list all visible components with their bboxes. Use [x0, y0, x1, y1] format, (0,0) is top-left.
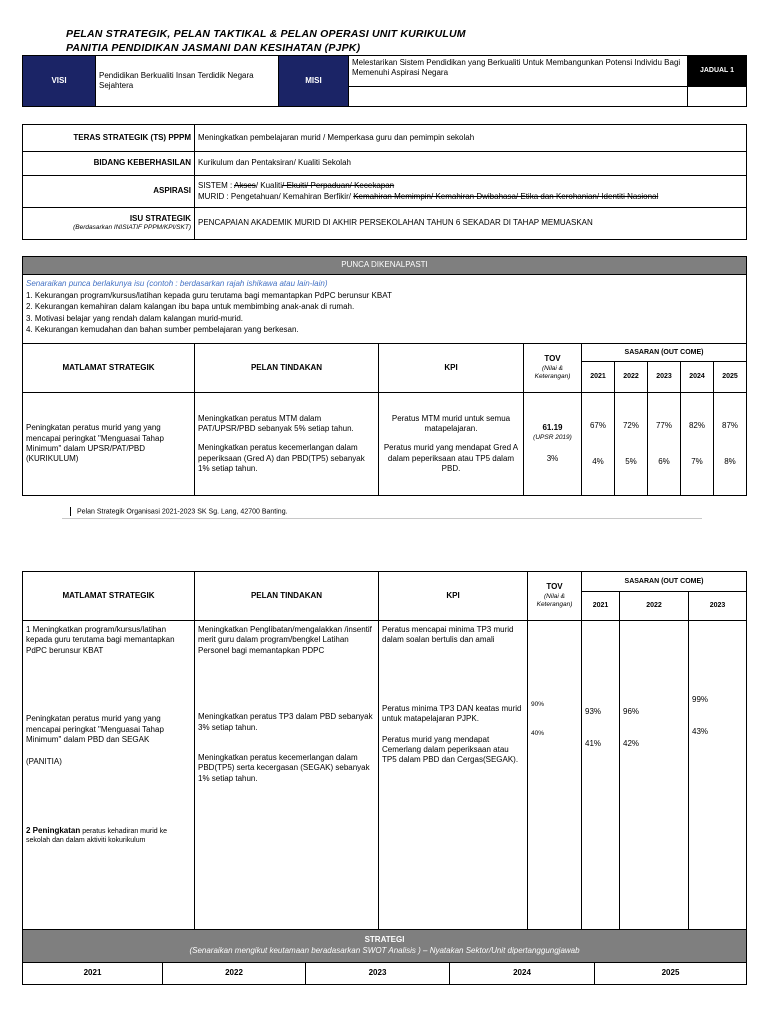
year-header: 2022 [615, 362, 648, 393]
jadual-label: JADUAL 1 [688, 56, 747, 87]
visi-text: Pendidikan Berkualiti Insan Terdidik Negara Sejahtera [96, 56, 279, 107]
kpi-text: Peratus MTM murid untuk semua matapelajaran. Peratus murid yang mendapat Gred A dalam peperiksaan atau TP5 dalam PBD. [379, 393, 524, 496]
punca-heading: PUNCA DIKENALPASTI [23, 257, 747, 275]
strategi-year: 2024 [450, 963, 595, 985]
kpi-text: Peratus mencapai minima TP3 murid dalam soalan bertulis dan amali Peratus minima TP3 DAN keatas murid untuk matapelajaran PJPK. Peratus murid yang mendapat Cemerlang dalam peperiksaan atau TP5 dalam PBD dan Cergas(SEGAK). [379, 621, 528, 930]
col-sasaran: SASARAN (OUT COME) [582, 344, 747, 362]
target-2023: 99% 43% [689, 621, 747, 930]
col-sasaran: SASARAN (OUT COME) [582, 572, 747, 592]
isu-value: PENCAPAIAN AKADEMIK MURID DI AKHIR PERSEKOLAHAN TAHUN 6 SEKADAR DI TAHAP MEMUASKAN [195, 208, 747, 240]
tov-values: 90% 40% [528, 621, 582, 930]
punca-hint: Senaraikan punca berlakunya isu (contoh : berdasarkan rajah ishikawa atau lain-lain) [26, 279, 328, 288]
aspirasi-sistem: SISTEM : Akses/ Kualiti/ Ekuiti/ Perpaduan/ Kecekapan [198, 181, 395, 191]
year-header: 2025 [714, 362, 747, 393]
target-2021: 67% 4% [582, 393, 615, 496]
year-header: 2021 [582, 592, 620, 621]
punca-item: 3. Motivasi belajar yang rendah dalam kalangan murid-murid. [26, 313, 243, 323]
punca-list [23, 275, 747, 344]
page-subtitle: PANITIA PENDIDIKAN JASMANI DAN KESIHATAN (PJPK) [66, 42, 361, 54]
matlamat-table-2 [22, 571, 747, 930]
footer-divider [62, 518, 702, 519]
footer-note: Pelan Strategik Organisasi 2021-2023 SK Sg. Lang, 42700 Banting. [70, 507, 288, 516]
target-2025: 87% 8% [714, 393, 747, 496]
misi-empty-cell [349, 87, 688, 107]
strategi-year: 2025 [595, 963, 747, 985]
isu-label: ISU STRATEGIK (Berdasarkan INISIATIF PPPM/KPI/SKT) [23, 208, 195, 240]
aspirasi-value [195, 176, 747, 208]
misi-label: MISI [279, 56, 349, 107]
matlamat-text: Peningkatan peratus murid yang yang mencapai peringkat "Menguasai Tahap Minimum" dalam UPSR/PAT/PBD (KURIKULUM) [23, 393, 195, 496]
target-2021: 93% 41% [582, 621, 620, 930]
visi-misi-table [22, 55, 747, 107]
year-header: 2023 [648, 362, 681, 393]
teras-value: Meningkatkan pembelajaran murid / Memperkasa guru dan pemimpin sekolah [195, 125, 747, 152]
teras-label: TERAS STRATEGIK (TS) PPPM [23, 125, 195, 152]
punca-item: 4. Kekurangan kemudahan dan bahan sumber pembelajaran yang berkesan. [26, 325, 299, 335]
pelan-text: Meningkatkan Penglibatan/mengalakkan /insentif merit guru dalam program/bengkel Latihan Personel bagi memantapkan PDPC Meningkatkan peratus TP3 dalam PBD sebanyak 3% setiap tahun. Meningkatkan peratus kecemerlangan dalam PBD(TP5) serta kecergasan (SEGAK) sebanyak 1% setiap tahun. [195, 621, 379, 930]
col-kpi: KPI [379, 572, 528, 621]
col-matlamat: MATLAMAT STRATEGIK [23, 344, 195, 393]
pelan-text: Meningkatkan peratus MTM dalam PAT/UPSR/PBD sebanyak 5% setiap tahun. Meningkatkan peratus kecemerlangan dalam peperiksaan (Gred A) dan PBD(TP5) sebanyak 1% setiap tahun. [195, 393, 379, 496]
year-header: 2023 [689, 592, 747, 621]
col-kpi: KPI [379, 344, 524, 393]
col-tov: TOV (Nilai & Keterangan) [524, 344, 582, 393]
misi-text: Melestarikan Sistem Pendidikan yang Berkualiti Untuk Membangunkan Potensi Individu Bagi Memenuhi Aspirasi Negara [349, 56, 688, 87]
strategi-table [22, 929, 747, 985]
col-matlamat: MATLAMAT STRATEGIK [23, 572, 195, 621]
strategi-year: 2022 [163, 963, 306, 985]
matlamat-text: 1 Meningkatkan program/kursus/latihan kepada guru terutama bagi memantapkan PdPC berunsur KBAT Peningkatan peratus murid yang yang mencapai peringkat "Menguasai Tahap Minimum" dalam PBD dan SEGAK (PANITIA) 2 Peningkatan peratus kehadiran murid ke sekolah dan dalam aktiviti kokurikulum [23, 621, 195, 930]
target-2023: 77% 6% [648, 393, 681, 496]
target-2024: 82% 7% [681, 393, 714, 496]
year-header: 2024 [681, 362, 714, 393]
col-pelan: PELAN TINDAKAN [195, 344, 379, 393]
punca-table [22, 256, 747, 496]
bidang-value: Kurikulum dan Pentaksiran/ Kualiti Sekolah [195, 152, 747, 176]
target-2022: 96% 42% [620, 621, 689, 930]
col-pelan: PELAN TINDAKAN [195, 572, 379, 621]
year-header: 2022 [620, 592, 689, 621]
aspirasi-murid: MURID : Pengetahuan/ Kemahiran Berfikir/ Kemahiran Memimpin/ Kemahiran Dwibahasa/ Etika dan Kerohanian/ Identiti Nasional [198, 191, 659, 201]
aspirasi-label: ASPIRASI [23, 176, 195, 208]
page-title: PELAN STRATEGIK, PELAN TAKTIKAL & PELAN OPERASI UNIT KURIKULUM [66, 28, 466, 40]
target-2022: 72% 5% [615, 393, 648, 496]
teras-table [22, 124, 747, 240]
jadual-empty-cell [688, 87, 747, 107]
year-header: 2021 [582, 362, 615, 393]
strategi-year: 2023 [306, 963, 450, 985]
punca-item: 2. Kekurangan kemahiran dalam kalangan ibu bapa untuk membimbing anak-anak di rumah. [26, 302, 355, 312]
punca-item: 1. Kekurangan program/kursus/latihan kepada guru terutama bagi memantapkan PdPC berunsur KBAT [26, 290, 392, 300]
bidang-label: BIDANG KEBERHASILAN [23, 152, 195, 176]
visi-label: VISI [23, 56, 96, 107]
tov-values: 61.19 (UPSR 2019) 3% [524, 393, 582, 496]
col-tov: TOV (Nilai & Keterangan) [528, 572, 582, 621]
strategi-year: 2021 [23, 963, 163, 985]
strategi-heading: STRATEGI (Senaraikan mengikut keutamaan beradasarkan SWOT Analisis ) – Nyatakan Sektor/Unit dipertanggungjawab [23, 930, 747, 963]
